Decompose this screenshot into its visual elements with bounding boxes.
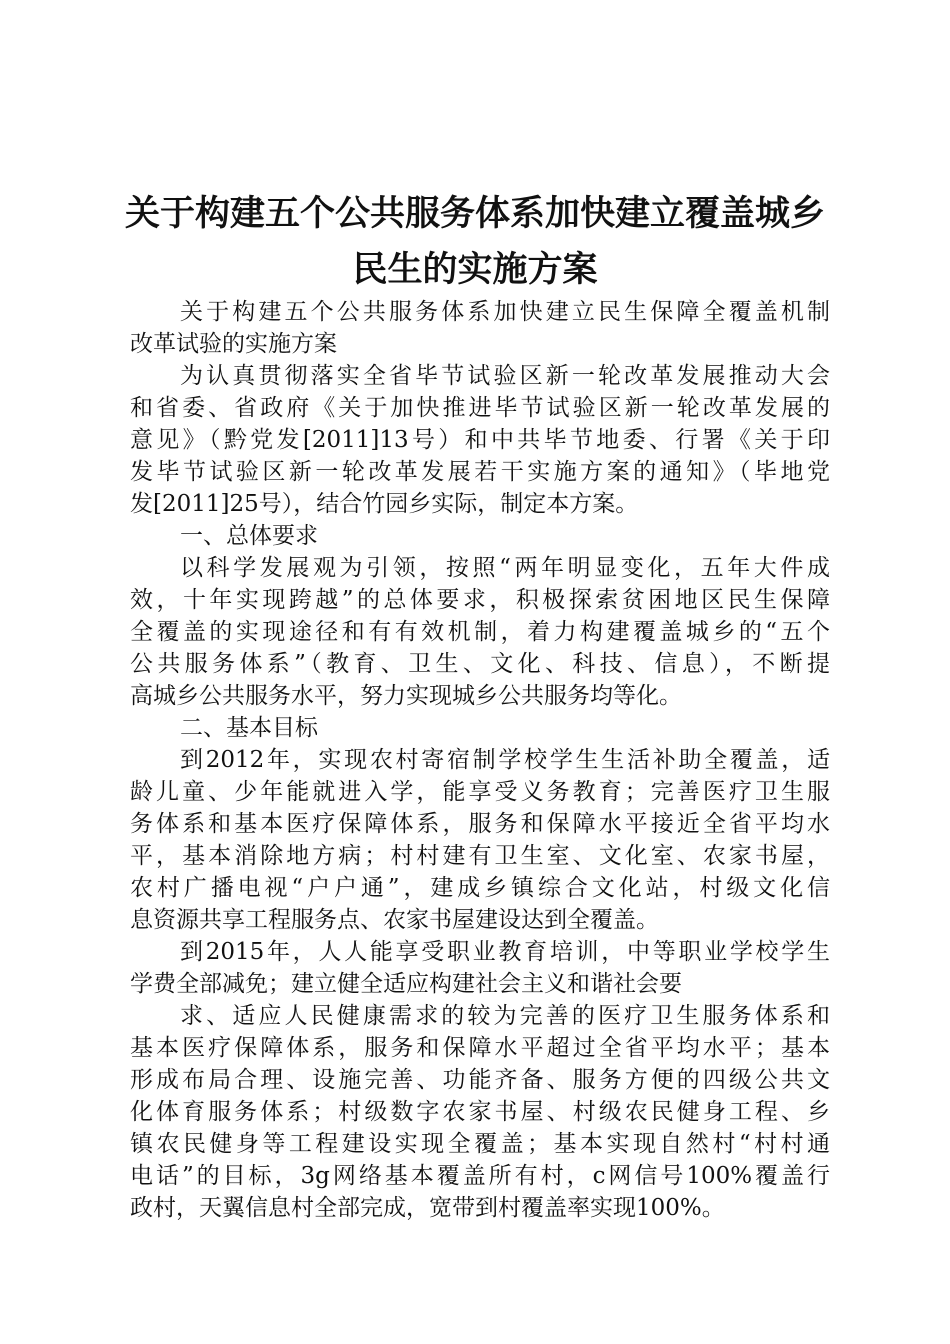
section-heading: 一、总体要求 [180,523,318,549]
document-title-line-1: 关于构建五个公共服务体系加快建立覆盖城乡 [124,194,825,234]
body-line: 镇农民健身等工程建设实现全覆盖；基本实现自然村“村村通 [130,1131,830,1157]
body-line: 全覆盖的实现途径和有有效机制，着力构建覆盖城乡的“五个 [130,619,830,645]
body-line: 和省委、省政府《关于加快推进毕节试验区新一轮改革发展的 [130,395,830,421]
body-line: 效，十年实现跨越”的总体要求，积极探索贫困地区民生保障 [130,587,830,613]
body-line: 学费全部减免；建立健全适应构建社会主义和谐社会要 [130,971,682,997]
body-line: 形成布局合理、设施完善、功能齐备、服务方便的四级公共文 [130,1067,830,1093]
body-line: 发[2011]25号），结合竹园乡实际，制定本方案。 [130,491,639,517]
body-line: 以科学发展观为引领，按照“两年明显变化，五年大件成 [180,555,830,581]
body-line: 电话”的目标，3g网络基本覆盖所有村，c网信号100%覆盖行 [130,1163,830,1189]
body-line: 为认真贯彻落实全省毕节试验区新一轮改革发展推动大会 [180,363,830,389]
body-line: 改革试验的实施方案 [130,331,337,357]
body-line: 化体育服务体系；村级数字农家书屋、村级农民健身工程、乡 [130,1099,830,1125]
body-line: 公共服务体系”（教育、卫生、文化、科技、信息），不断提 [130,651,830,677]
body-line: 求、适应人民健康需求的较为完善的医疗卫生服务体系和 [180,1003,830,1029]
body-line: 基本医疗保障体系，服务和保障水平超过全省平均水平；基本 [130,1035,830,1061]
body-line: 平，基本消除地方病；村村建有卫生室、文化室、农家书屋， [130,843,830,869]
body-line: 龄儿童、少年能就进入学，能享受义务教育；完善医疗卫生服 [130,779,830,805]
body-line: 息资源共享工程服务点、农家书屋建设达到全覆盖。 [130,907,659,933]
body-line: 到2015年，人人能享受职业教育培训，中等职业学校学生 [180,939,830,965]
body-line: 到2012年，实现农村寄宿制学校学生生活补助全覆盖，适 [180,747,830,773]
body-line: 务体系和基本医疗保障体系，服务和保障水平接近全省平均水 [130,811,830,837]
section-heading: 二、基本目标 [180,715,318,741]
body-line: 意见》（黔党发[2011]13号）和中共毕节地委、行署《关于印 [130,427,830,453]
body-line: 农村广播电视“户户通”，建成乡镇综合文化站，村级文化信 [130,875,830,901]
body-line: 发毕节试验区新一轮改革发展若干实施方案的通知》（毕地党 [130,459,830,485]
body-line: 政村，天翼信息村全部完成，宽带到村覆盖率实现100%。 [130,1195,725,1221]
body-line: 高城乡公共服务水平，努力实现城乡公共服务均等化。 [130,683,682,709]
document-title-line-2: 民生的实施方案 [352,250,598,290]
body-line: 关于构建五个公共服务体系加快建立民生保障全覆盖机制 [180,299,830,325]
